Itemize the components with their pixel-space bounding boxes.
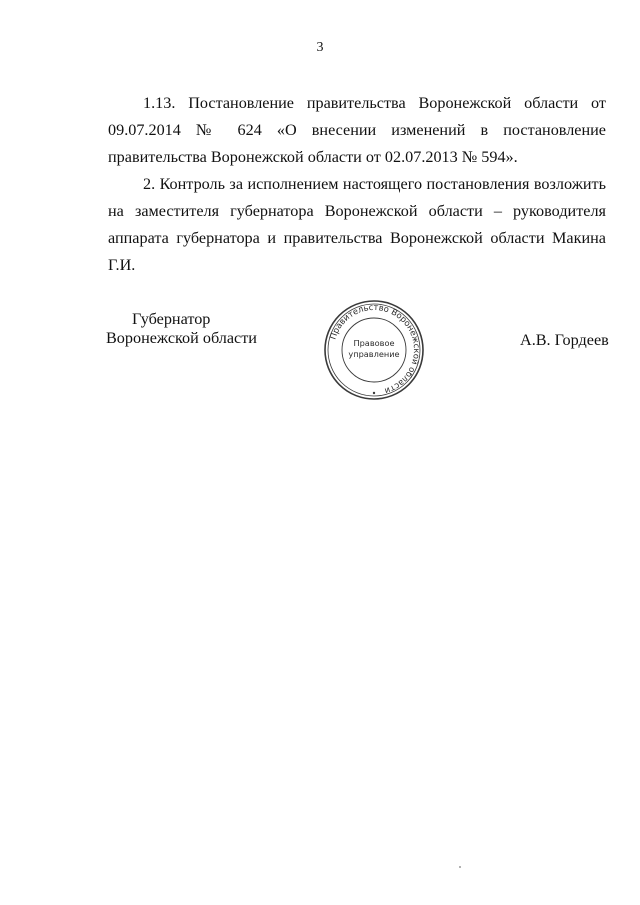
signatory-title — [106, 310, 257, 348]
page-number: 3 — [316, 40, 324, 55]
stamp-inner-line-2: управление — [348, 349, 400, 359]
paragraph-1-13: 1.13. Постановление правительства Воронежской области от 09.07.2014 № 624 «О внесении изменений в постановление правительства Воронежской области от 02.07.2013 № 594». — [108, 94, 606, 166]
signatory-title-line-1: Губернатор — [132, 310, 211, 328]
scan-dot-mark — [459, 866, 461, 868]
stamp-star-mark — [373, 392, 375, 394]
official-stamp — [322, 298, 426, 402]
paragraph-2: 2. Контроль за исполнением настоящего постановления возложить на заместителя губернатора Воронежской области – руководителя аппарата губернатора и правительства Воронежской области Макина Г.И. — [108, 175, 606, 274]
stamp-inner-line-1: Правовое — [353, 338, 395, 348]
stamp-outer-text: Правительство Воронежской области — [327, 301, 423, 397]
signatory-title-line-2: Воронежской области — [106, 329, 257, 347]
document-body — [108, 90, 606, 279]
signatory-name: А.В. Гордеев — [520, 331, 609, 349]
signature-block — [0, 301, 640, 397]
